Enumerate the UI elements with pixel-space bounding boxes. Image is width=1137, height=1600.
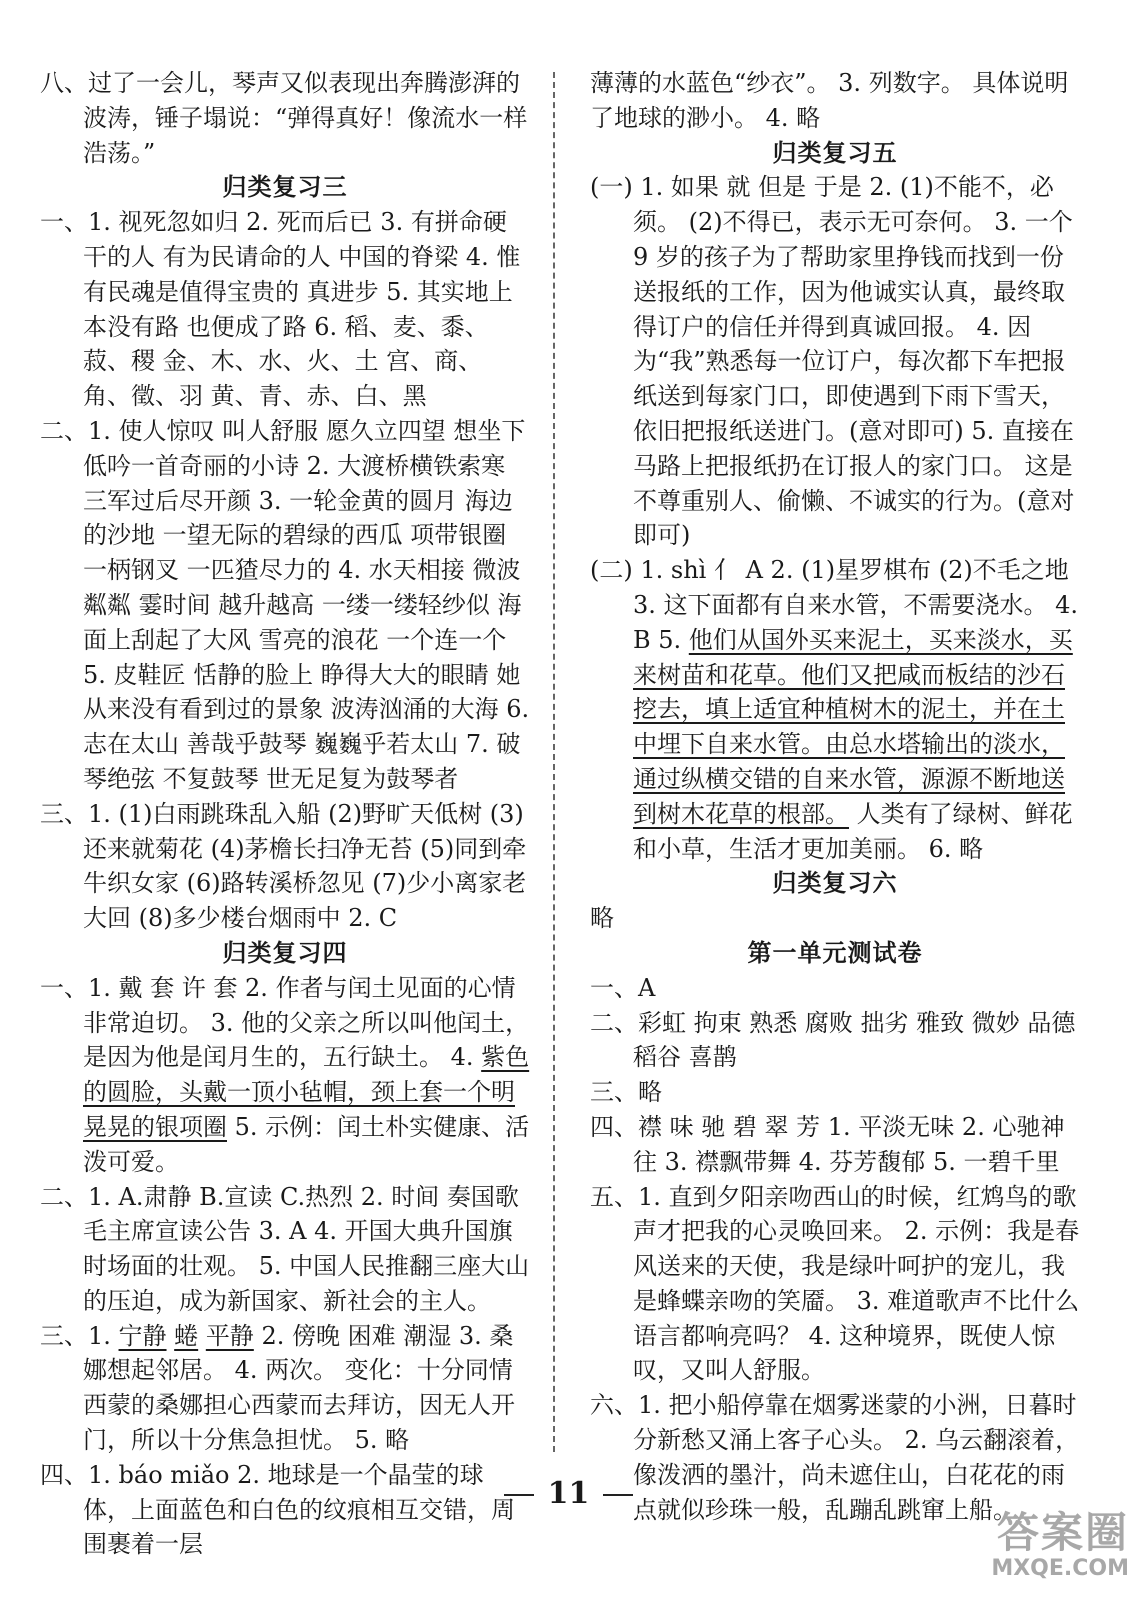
section-title-review-6: 归类复习六 xyxy=(772,868,898,898)
page-number-dash-left xyxy=(504,1494,534,1496)
review4-part2: 二、1. A.肃静 B.宣读 C.热烈 2. 时间 奏国歌 毛主席宣读公告 3. A 4. 开国大典升国旗时场面的壮观。 5. 中国人民推翻三座大山的压迫，成为新国家、新社会的主人。 xyxy=(40,1182,530,1315)
review4-part4-continued: 薄薄的水蓝色“纱衣”。 3. 列数字。 具体说明了地球的渺小。 4. 略 xyxy=(590,69,1069,132)
section-title-unit-1-test: 第一单元测试卷 xyxy=(747,937,923,967)
review5-part2-underlined: 他们从国外买来泥土，买来淡水，买来树苗和花草。他们又把咸而板结的沙石挖去，填上适宜种植树木的泥土，并在土中埋下自来水管。由总水塔输出的淡水，通过纵横交错的自来水管，源源不断地送到树木花草的根部。 xyxy=(633,625,1073,828)
answer-8: 八、过了一会儿，琴声又似表现出奔腾澎湃的波涛，锤子塌说：“弹得真好！像流水一样浩荡。” xyxy=(40,69,528,167)
review4-part3-underlined-3: 平静 xyxy=(205,1321,254,1350)
review4-part3 xyxy=(40,1319,530,1458)
review6-answer: 略 xyxy=(590,904,614,933)
review3-part3: 三、1. (1)白雨跳珠乱入船 (2)野旷天低树 (3)还来就菊花 (4)茅檐长扫净无苔 (5)同到牵牛织女家 (6)路转溪桥忽见 (7)少小离家老大回 (8)多少楼台烟雨中 2. C xyxy=(40,799,527,933)
section-title-review-3: 归类复习三 xyxy=(222,172,348,202)
review5-part2 xyxy=(590,553,1080,866)
test-part3: 三、略 xyxy=(590,1078,662,1107)
review4-part1 xyxy=(40,971,530,1180)
review5-part2-text-a: (二) 1. shì 亻 A 2. (1)星罗棋布 (2)不毛之地 3. 这下面都有自来水管，不需要浇水。 4. B 5. xyxy=(590,556,1079,654)
review4-part1-underlined: 紫色的圆脸，头戴一顶小毡帽，颈上套一个明晃晃的银项圈 xyxy=(83,1043,530,1141)
page-number xyxy=(0,1476,1137,1511)
page-number-value: 11 xyxy=(547,1476,590,1511)
review4-part4: 四、1. báo miǎo 2. 地球是一个晶莹的球体，上面蓝色和白色的纹痕相互交错，周围裹着一层 xyxy=(40,1460,515,1559)
test-part1: 一、A xyxy=(590,973,656,1002)
watermark-text-main: 答案圈 xyxy=(996,1508,1129,1557)
section-title-review-4: 归类复习四 xyxy=(222,937,348,967)
review4-part3-text-a: 三、1. xyxy=(40,1321,119,1350)
test-part5: 五、1. 直到夕阳亲吻西山的时候，红鸩鸟的歌声才把我的心灵唤回来。 2. 示例：我是春风送来的天使，我是绿叶呵护的宠儿，我是蜂蝶亲吻的笑靥。 3. 难道歌声不比什么语言都响亮吗？ 4. 这种境界，既使人惊叹，又叫人舒服。 xyxy=(590,1182,1080,1385)
watermark-logo xyxy=(959,1510,1129,1592)
review5-part2-text-b: 人类有了绿树、鲜花和小草，生活才更加美丽。 6. 略 xyxy=(633,799,1073,863)
left-column xyxy=(40,66,530,1562)
review4-part3-underlined-2: 蜷 xyxy=(174,1321,199,1350)
review3-part2: 二、1. 使人惊叹 叫人舒服 愿久立四望 想坐下低吟一首奇丽的小诗 2. 大渡桥横铁索寒 三军过后尽开颜 3. 一轮金黄的圆月 海边的沙地 一望无际的碧绿的西瓜 项带银圈 一柄钢叉 一匹猹尽力的 4. 水天相接 微波粼粼 霎时间 越升越高 一缕一缕轻纱似 海面上刮起了大风 雪亮的浪花 一个连一个 5. 皮鞋匠 恬静的脸上 睁得大大的眼睛 她从来没有看到过的景象 波涛汹涌的大海 6. 志在太山 善哉乎鼓琴 巍巍乎若太山 7. 破琴绝弦 不复鼓琴 世无足复为鼓琴者 xyxy=(40,416,530,793)
right-column xyxy=(590,66,1080,1527)
page-number-dash-right xyxy=(603,1494,633,1496)
review5-part1: (一) 1. 如果 就 但是 于是 2. (1)不能不，必须。 (2)不得已，表示无可奈何。 3. 一个 9 岁的孩子为了帮助家里挣钱而找到一份送报纸的工作，因为他诚实认真，最终取得订户的信任并得到真诚回报。 4. 因为“我”熟悉每一位订户，每次都下车把报纸送到每家门口，即使遇到下雨下雪天，依旧把报纸送进门。(意对即可) 5. 直接在马路上把报纸扔在订报人的家门口。 这是不尊重别人、偷懒、不诚实的行为。(意对即可) xyxy=(590,173,1075,550)
review3-part1: 一、1. 视死忽如归 2. 死而后已 3. 有拼命硬干的人 有为民请命的人 中国的脊梁 4. 惟有民魂是值得宝贵的 真进步 5. 其实地上本没有路 也便成了路 6. 稻、麦、黍、菽、稷 金、木、水、火、土 宫、商、角、徵、羽 黄、青、赤、白、黑 xyxy=(40,208,521,411)
section-title-review-5: 归类复习五 xyxy=(772,137,898,167)
test-part2: 二、彩虹 拘束 熟悉 腐败 拙劣 雅致 微妙 品德 稻谷 喜鹊 xyxy=(590,1008,1076,1072)
test-part6: 六、1. 把小船停靠在烟雾迷蒙的小洲，日暮时分新愁又涌上客子心头。 2. 乌云翻滚着，像泼洒的墨汁，尚未遮住山，白花花的雨点就似珍珠一般，乱蹦乱跳窜上船。 xyxy=(590,1391,1080,1524)
column-divider xyxy=(553,72,555,1452)
review4-part3-underlined-1: 宁静 xyxy=(118,1321,167,1350)
test-part4: 四、襟 味 驰 碧 翠 芳 1. 平淡无味 2. 心驰神往 3. 襟飘带舞 4. 芬芳馥郁 5. 一碧千里 xyxy=(590,1112,1065,1176)
review4-part3-text-b: 2. 傍晚 困难 潮湿 3. 桑娜想起邻居。 4. 两次。 变化：十分同情西蒙的桑娜担心西蒙而去拜访，因无人开门，所以十分焦急担忧。 5. 略 xyxy=(83,1321,515,1455)
watermark-text-url: MXQE.COM xyxy=(991,1556,1129,1581)
review4-part1-text-b: 5. 示例：闰土朴实健康、活泼可爱。 xyxy=(83,1112,530,1176)
review4-part1-text-a: 一、1. 戴 套 许 套 2. 作者与闰土见面的心情非常迫切。 3. 他的父亲之所以叫他闰土，是因为他是闰月生的，五行缺土。 4. xyxy=(40,973,530,1072)
